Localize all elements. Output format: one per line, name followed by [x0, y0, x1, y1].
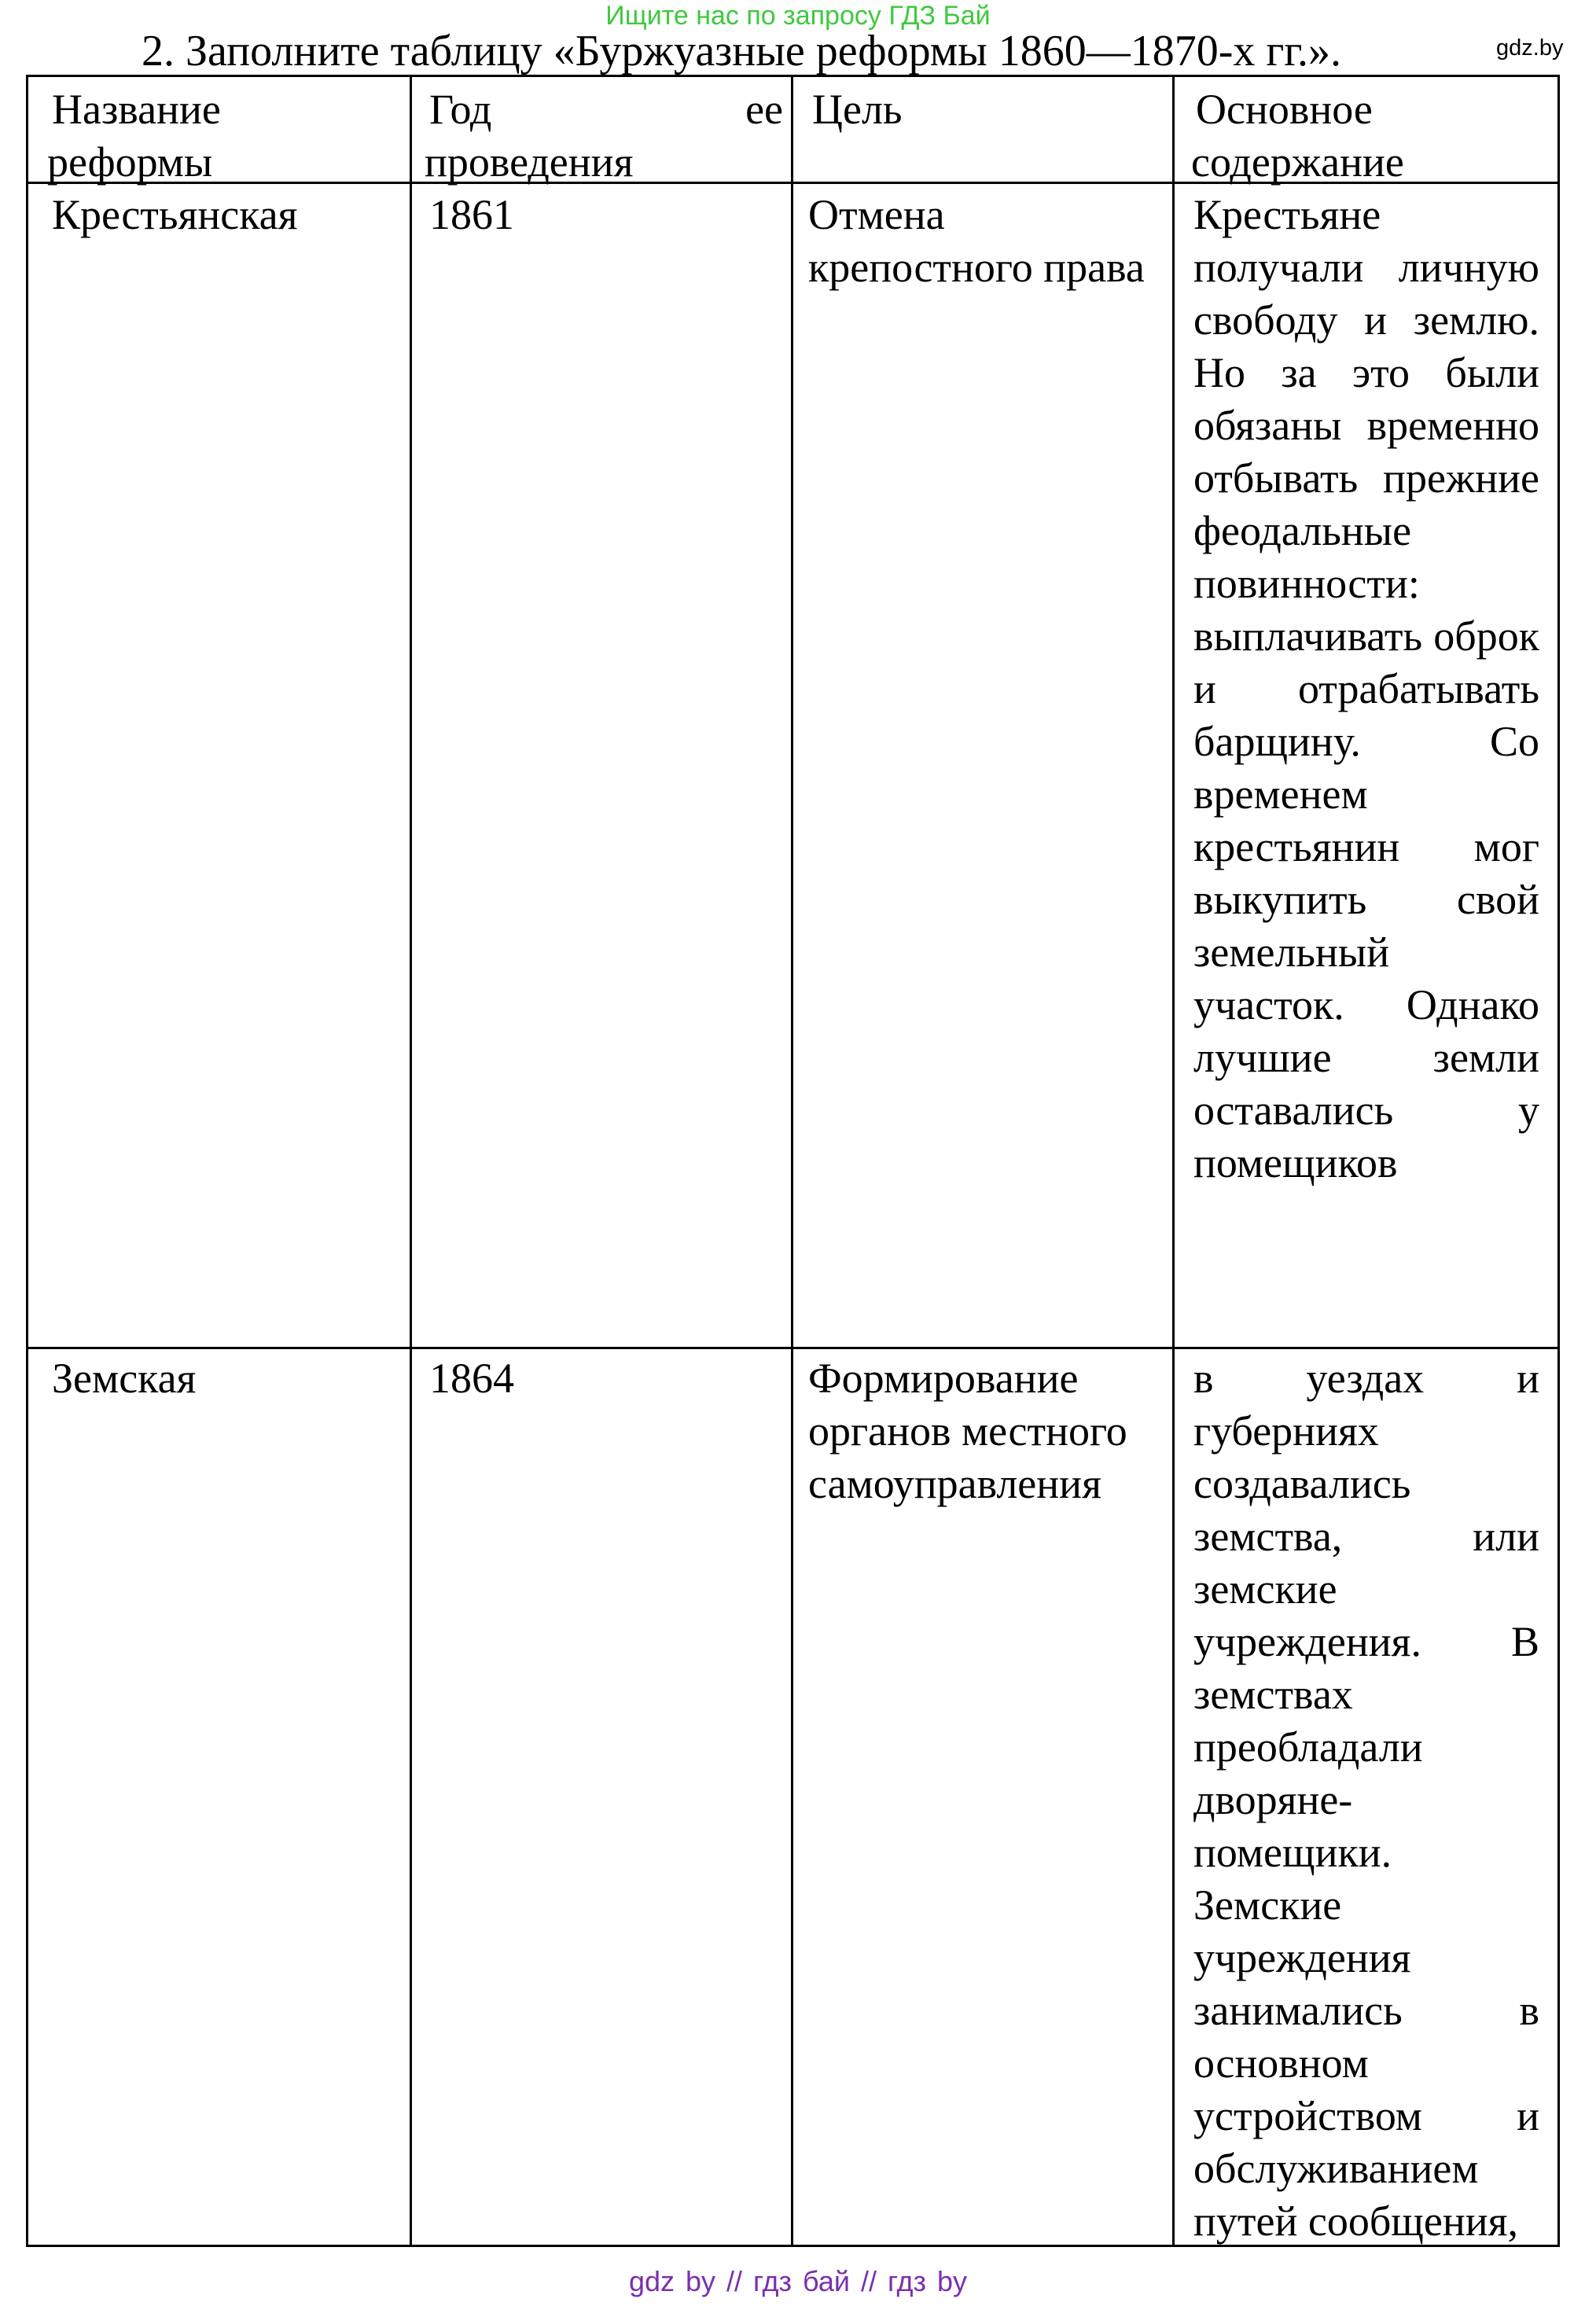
- task-title: 2. Заполните таблицу «Буржуазные реформы 1860—1870-х гг.».: [142, 27, 1342, 75]
- column-divider: [791, 77, 793, 2245]
- header-goal: [812, 83, 1158, 136]
- header-text: Цель: [812, 86, 903, 133]
- row-1-content: Крестьяне получали личную свободу и землю. Но за это были обязаны временно отбывать прежние феодальные повинности: выплачивать оброк и отрабатывать барщину. Со временем крестьянин мог выкупить свой земельный участок. Однако лучшие земли оставались у помещиков: [1193, 191, 1539, 1186]
- header-text: содержание: [1191, 138, 1404, 186]
- header-content: [1191, 83, 1542, 189]
- header-text: Год: [429, 86, 492, 133]
- header-text: ее: [745, 86, 783, 133]
- reforms-table: [26, 75, 1560, 2247]
- row-1-year: 1861: [429, 191, 514, 238]
- header-text: Основное: [1196, 86, 1373, 133]
- footer-links: gdz by // гдз бай // гдз by: [628, 2265, 968, 2297]
- row-divider: [28, 1347, 1557, 1349]
- header-year: [425, 83, 783, 189]
- header-text: проведения: [425, 138, 634, 186]
- row-2-name: Земская: [52, 1355, 197, 1402]
- column-divider: [1172, 77, 1175, 2245]
- row-2-content: в уездах и губерниях создавались земства, или земские учреждения. В земствах преобладали дворяне-помещики. Земские учреждения занимались в основном устройством и обслуживанием путей сообщения,: [1193, 1355, 1539, 2245]
- search-banner: Ищите нас по запросу ГДЗ Бай: [605, 1, 991, 31]
- header-reform-name: [47, 83, 390, 189]
- header-text: реформы: [47, 138, 213, 186]
- watermark: gdz.by: [1496, 35, 1564, 61]
- row-2-goal: Формирование органов местного самоуправления: [808, 1355, 1127, 1507]
- row-2-year: 1864: [429, 1355, 514, 1402]
- row-1-goal: Отмена крепостного права: [808, 191, 1145, 291]
- row-1-name: Крестьянская: [52, 191, 298, 238]
- header-text: Название: [52, 86, 221, 133]
- column-divider: [410, 77, 412, 2245]
